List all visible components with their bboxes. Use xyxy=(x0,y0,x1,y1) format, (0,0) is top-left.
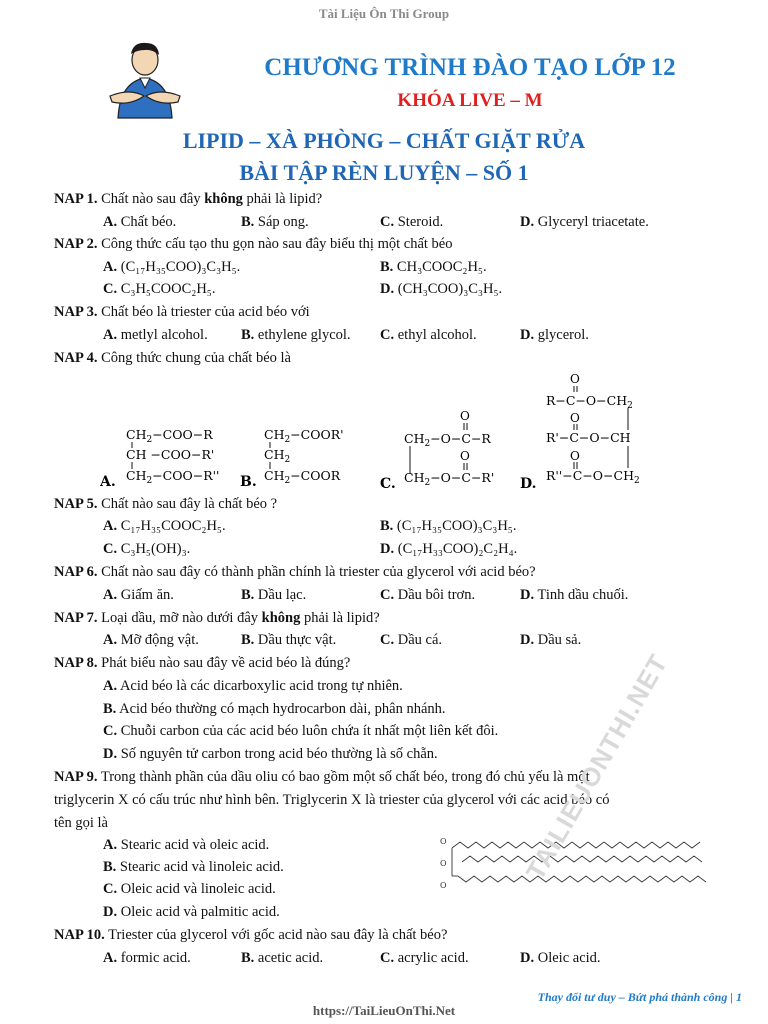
q10-option-a[interactable]: A. formic acid. xyxy=(103,950,191,966)
q1-option-b[interactable]: B. Sáp ong. xyxy=(241,214,309,230)
svg-text:O: O xyxy=(460,449,470,463)
question-1: NAP 1. Chất nào sau đây không phải là lipid? xyxy=(54,191,323,207)
svg-text:D.: D. xyxy=(520,476,537,492)
q7-option-c[interactable]: C. Dầu cá. xyxy=(380,632,443,648)
q7-option-d[interactable]: D. Dầu sả. xyxy=(520,632,582,648)
q1-option-d[interactable]: D. Glyceryl triacetate. xyxy=(520,214,649,230)
q7-option-a[interactable]: A. Mỡ động vật. xyxy=(103,632,199,648)
svg-text:CH2: $CH_2$ xyxy=(264,447,291,465)
question-4: NAP 4. Công thức chung của chất béo là xyxy=(54,350,291,366)
svg-text:B.: B. xyxy=(240,474,257,490)
question-10: NAP 10. Triester của glycerol với gốc acid nào sau đây là chất béo? xyxy=(54,927,448,943)
q6-option-b[interactable]: B. Dầu lạc. xyxy=(241,587,307,603)
q5-option-a[interactable]: A. C₁₇H₃₅COOC₂H₅. xyxy=(103,518,226,534)
q6-option-a[interactable]: A. Giấm ăn. xyxy=(103,587,174,603)
q2-option-c[interactable]: C. C₃H₅COOC₂H₅. xyxy=(103,281,216,297)
svg-text:C.: C. xyxy=(380,476,396,492)
svg-text:CH2−O−C−R': $CH_2-O-C-R'$ xyxy=(404,470,495,488)
q4-option-d-structure[interactable] xyxy=(520,370,670,495)
question-2: NAP 2. Công thức cấu tạo thu gọn nào sau đây biểu thị một chất béo xyxy=(54,236,453,252)
svg-text:CH2−COO−R: $CH_2-COO-R$ xyxy=(126,427,213,445)
question-8: NAP 8. Phát biểu nào sau đây về acid béo là đúng? xyxy=(54,655,351,671)
q8-option-b[interactable]: B. Acid béo thường có mạch hydrocarbon dài, phân nhánh. xyxy=(103,701,446,717)
q3-option-d[interactable]: D. glycerol. xyxy=(520,327,589,343)
question-9-line-3: tên gọi là xyxy=(54,815,108,831)
svg-text:O: O xyxy=(570,449,580,463)
course-title: KHÓA LIVE – M xyxy=(397,90,543,111)
q3-option-b[interactable]: B. ethylene glycol. xyxy=(241,327,351,343)
watermark-text: TAILIEUONTHI.NET xyxy=(520,648,674,885)
svg-text:A.: A. xyxy=(100,474,116,490)
q6-option-d[interactable]: D. Tinh dầu chuối. xyxy=(520,587,629,603)
q3-option-c[interactable]: C. ethyl alcohol. xyxy=(380,327,477,343)
q9-option-b[interactable]: B. Stearic acid và linoleic acid. xyxy=(103,859,284,875)
question-7: NAP 7. Loại dầu, mỡ nào dưới đây không phải là lipid? xyxy=(54,610,380,626)
svg-text:R−C−O−CH2: $R-C-O-CH_2$ xyxy=(546,393,633,411)
q8-option-c[interactable]: C. Chuỗi carbon của các acid béo luôn chứa ít nhất một liên kết đôi. xyxy=(103,723,499,739)
q8-option-a[interactable]: A. Acid béo là các dicarboxylic acid trong tự nhiên. xyxy=(103,678,403,694)
svg-text:O: O xyxy=(440,881,447,890)
question-9: NAP 9. Trong thành phần của dầu oliu có bao gồm một số chất béo, trong đó chủ yếu là một xyxy=(54,769,590,785)
q4-option-a-structure[interactable] xyxy=(100,424,240,493)
program-title: CHƯƠNG TRÌNH ĐÀO TẠO LỚP 12 xyxy=(264,54,676,81)
svg-text:O: O xyxy=(570,411,580,425)
exercise-title: BÀI TẬP RÈN LUYỆN – SỐ 1 xyxy=(239,160,529,185)
lesson-title: LIPID – XÀ PHÒNG – CHẤT GIẶT RỬA xyxy=(182,128,586,153)
question-9-line-2: triglycerin X có cấu trúc như hình bên. Triglycerin X là triester của glycerol với các acid béo có xyxy=(54,792,610,808)
svg-text:CH2−COOR: $CH_2-COOR$ xyxy=(264,468,341,486)
triglyceride-skeletal-diagram xyxy=(438,830,738,897)
q5-option-b[interactable]: B. (C₁₇H₃₅COO)₃C₃H₅. xyxy=(380,518,517,534)
question-3: NAP 3. Chất béo là triester của acid béo với xyxy=(54,304,310,320)
q3-option-a[interactable]: A. metlyl alcohol. xyxy=(103,327,208,343)
svg-text:CH2−COOR': $CH_2-COOR'$ xyxy=(264,427,344,445)
teacher-avatar-icon xyxy=(100,40,190,120)
q2-option-a[interactable]: A. (C₁₇H₃₅COO)₃C₃H₅. xyxy=(103,259,241,275)
svg-text:O: O xyxy=(440,837,447,846)
group-header: Tài Liệu Ôn Thi Group xyxy=(318,6,450,21)
q10-option-b[interactable]: B. acetic acid. xyxy=(241,950,324,966)
q7-option-b[interactable]: B. Dầu thực vật. xyxy=(241,632,337,648)
svg-text:CH −COO−R': CH −COO−R' xyxy=(126,447,215,462)
svg-text:O: O xyxy=(570,372,580,386)
q10-option-c[interactable]: C. acrylic acid. xyxy=(380,950,469,966)
q9-option-c[interactable]: C. Oleic acid và linoleic acid. xyxy=(103,881,276,897)
svg-text:O: O xyxy=(440,859,447,868)
q1-option-c[interactable]: C. Steroid. xyxy=(380,214,444,230)
svg-text:CH2−O−C−R: $CH_2-O-C-R$ xyxy=(404,431,491,449)
q10-option-d[interactable]: D. Oleic acid. xyxy=(520,950,601,966)
question-5: NAP 5. Chất nào sau đây là chất béo ? xyxy=(54,496,278,512)
q2-option-b[interactable]: B. CH₃COOC₂H₅. xyxy=(380,259,487,275)
q1-option-a[interactable]: A. Chất béo. xyxy=(103,214,177,230)
q2-option-d[interactable]: D. (CH₃COO)₃C₃H₅. xyxy=(380,281,503,297)
q6-option-c[interactable]: C. Dầu bôi trơn. xyxy=(380,587,476,603)
q9-option-d[interactable]: D. Oleic acid và palmitic acid. xyxy=(103,904,280,920)
q5-option-c[interactable]: C. C₃H₅(OH)₃. xyxy=(103,541,191,557)
q9-option-a[interactable]: A. Stearic acid và oleic acid. xyxy=(103,837,270,853)
svg-text:R''−C−O−CH2: $R''-C-O-CH_2$ xyxy=(546,468,640,486)
svg-text:O: O xyxy=(460,409,470,423)
q4-option-c-structure[interactable] xyxy=(380,408,520,495)
footer-slogan: Thay đổi tư duy – Bứt phá thành công | 1 xyxy=(537,990,742,1004)
q8-option-d[interactable]: D. Số nguyên tử carbon trong acid béo thường là số chẵn. xyxy=(103,746,438,762)
svg-text:R'−C−O−CH: R'−C−O−CH xyxy=(546,430,631,445)
q4-option-b-structure[interactable] xyxy=(240,424,370,493)
svg-text:CH2−COO−R'': $CH_2-COO-R''$ xyxy=(126,468,220,486)
footer-site-link[interactable]: https://TaiLieuOnThi.Net xyxy=(312,1003,456,1018)
q5-option-d[interactable]: D. (C₁₇H₃₃COO)₂C₂H₄. xyxy=(380,541,518,557)
question-6: NAP 6. Chất nào sau đây có thành phần chính là triester của glycerol với acid béo? xyxy=(54,564,536,580)
